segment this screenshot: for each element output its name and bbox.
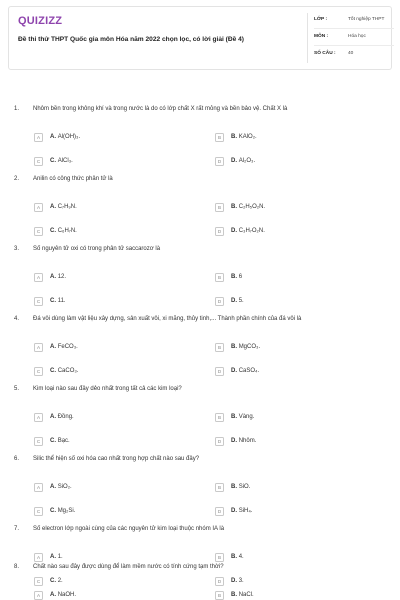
answer-option-c[interactable]	[34, 506, 184, 518]
option-letter: A	[50, 592, 55, 598]
option-letter-box[interactable]: B	[215, 553, 224, 562]
header-divider	[307, 13, 308, 63]
question-text: Số nguyên tử oxi có trong phân tử saccarozơ là	[33, 246, 161, 252]
question-text: Số electron lớp ngoài cùng của các nguyên tử kim loại thuộc nhóm IA là	[33, 526, 225, 532]
option-separator: .	[235, 554, 239, 560]
option-separator: .	[235, 274, 239, 280]
option-letter-box[interactable]: D	[215, 367, 224, 376]
option-text: KAlO₂.	[238, 134, 257, 140]
option-label	[50, 484, 72, 490]
option-separator: .	[54, 298, 58, 304]
option-text: 4.	[238, 554, 244, 560]
answer-option-d[interactable]	[215, 366, 365, 378]
question-text: Nhôm bền trong không khí và trong nước là do có lớp chất X rất mỏng và bền bảo vệ. Chất X là	[33, 106, 288, 112]
option-letter: A	[50, 204, 55, 210]
option-letter: B	[231, 204, 236, 210]
option-label	[231, 204, 265, 210]
answer-option-a[interactable]	[34, 412, 184, 424]
option-label	[231, 228, 265, 234]
option-text: C₃H₇O₂N.	[238, 228, 265, 234]
answer-option-c[interactable]	[34, 366, 184, 378]
option-label	[50, 344, 78, 350]
answer-option-c[interactable]	[34, 296, 184, 308]
option-text: Mg₂Si.	[57, 508, 76, 514]
option-letter: B	[231, 274, 236, 280]
answer-option-b[interactable]	[215, 482, 365, 494]
option-text: NaCl.	[238, 592, 254, 598]
option-separator: .	[235, 158, 239, 164]
option-text: CaSO₄.	[238, 368, 260, 374]
option-label	[50, 414, 74, 420]
meta-row-subject	[314, 32, 394, 44]
question-text: Kim loại nào sau đây dẻo nhất trong tất cả các kim loại?	[33, 386, 182, 392]
option-label	[231, 554, 244, 560]
option-letter: B	[231, 554, 236, 560]
option-label	[231, 592, 254, 598]
option-letter-box[interactable]: A	[34, 483, 43, 492]
option-letter: B	[231, 134, 236, 140]
option-text: NaOH.	[57, 592, 77, 598]
option-separator: .	[235, 204, 239, 210]
option-label	[231, 274, 242, 280]
worksheet-title: Đề thi thử THPT Quốc gia môn Hóa năm 2022 chọn lọc, có lời giải (Đề 4)	[18, 36, 244, 43]
option-letter: C	[50, 228, 55, 234]
question-number: 5.	[14, 386, 20, 392]
answer-option-a[interactable]	[34, 342, 184, 354]
option-label	[50, 368, 78, 374]
option-label	[231, 414, 254, 420]
option-separator: .	[235, 134, 239, 140]
option-text: 6	[238, 274, 243, 280]
option-letter-box[interactable]: D	[215, 507, 224, 516]
option-letter-box[interactable]: B	[215, 413, 224, 422]
option-separator: .	[54, 134, 58, 140]
option-text: 12.	[57, 274, 67, 280]
option-label	[50, 274, 66, 280]
option-label	[231, 344, 260, 350]
option-letter-box[interactable]: A	[34, 553, 43, 562]
option-text: 11.	[57, 298, 66, 304]
option-letter: D	[231, 438, 236, 444]
option-letter: B	[231, 344, 236, 350]
answer-option-a[interactable]	[34, 272, 184, 284]
option-separator: .	[235, 344, 239, 350]
option-separator: .	[54, 484, 58, 490]
option-separator: .	[54, 344, 58, 350]
option-label	[50, 438, 70, 444]
meta-divider	[314, 45, 394, 46]
option-separator: .	[54, 368, 58, 374]
meta-value: 40	[348, 51, 354, 56]
option-label	[50, 134, 80, 140]
meta-divider	[314, 28, 394, 29]
question-text: Chất nào sau đây được dùng để làm mềm nước có tính cứng tạm thời?	[33, 564, 224, 570]
option-separator: .	[235, 508, 239, 514]
option-letter-box[interactable]: C	[34, 157, 43, 166]
answer-option-d[interactable]	[215, 436, 365, 448]
answer-option-c[interactable]	[34, 226, 184, 238]
option-letter: A	[50, 274, 55, 280]
answer-option-c[interactable]	[34, 156, 184, 168]
option-text: Al(OH)₃.	[57, 134, 81, 140]
option-letter: C	[50, 438, 55, 444]
answer-option-b[interactable]	[215, 552, 365, 564]
question-number: 4.	[14, 316, 20, 322]
question-text: Đá vôi dùng làm vật liệu xây dựng, sản xuất vôi, xi măng, thủy tinh,... Thành phần chính của đá vôi là	[33, 316, 302, 322]
option-label	[50, 578, 63, 584]
meta-key: LỚP :	[314, 17, 328, 22]
answer-option-a[interactable]	[34, 590, 184, 600]
option-separator: .	[54, 592, 58, 598]
option-text: C₇H₉N.	[57, 204, 77, 210]
meta-key: MÔN :	[314, 34, 329, 39]
question-text: Silic thể hiện số oxi hóa cao nhất trong hợp chất nào sau đây?	[33, 456, 200, 462]
option-label	[50, 158, 73, 164]
option-letter: D	[231, 298, 236, 304]
answer-option-c[interactable]	[34, 576, 184, 588]
option-label	[50, 298, 66, 304]
option-letter: C	[50, 578, 55, 584]
option-letter: A	[50, 484, 55, 490]
question-number: 7.	[14, 526, 20, 532]
option-letter: D	[231, 228, 236, 234]
option-label	[231, 508, 252, 514]
option-letter: B	[231, 414, 236, 420]
option-separator: .	[235, 592, 239, 598]
option-letter-box[interactable]: B	[215, 591, 224, 600]
option-letter: C	[50, 508, 55, 514]
option-text: 2.	[57, 578, 63, 584]
option-letter-box[interactable]: C	[34, 297, 43, 306]
option-letter-box[interactable]: C	[34, 437, 43, 446]
option-separator: .	[54, 578, 58, 584]
option-letter-box[interactable]: C	[34, 227, 43, 236]
meta-value: Hóa học	[348, 34, 366, 39]
answer-option-d[interactable]	[215, 296, 365, 308]
option-letter: D	[231, 508, 236, 514]
meta-key: SỐ CÂU :	[314, 51, 336, 56]
option-separator: .	[54, 554, 58, 560]
option-text: Al₂O₃.	[238, 158, 256, 164]
answer-option-d[interactable]	[215, 576, 365, 588]
option-text: SiH₄.	[238, 508, 253, 514]
option-separator: .	[54, 228, 58, 234]
option-letter-box[interactable]: D	[215, 577, 224, 586]
option-label	[231, 298, 244, 304]
option-text: AlCl₃.	[57, 158, 73, 164]
option-separator: .	[54, 274, 58, 280]
option-letter-box[interactable]: A	[34, 203, 43, 212]
option-label	[50, 508, 75, 514]
option-letter-box[interactable]: A	[34, 591, 43, 600]
option-letter-box[interactable]: D	[215, 297, 224, 306]
question-number: 3.	[14, 246, 20, 252]
option-letter-box[interactable]: B	[215, 343, 224, 352]
option-label	[231, 134, 257, 140]
option-letter-box[interactable]: B	[215, 133, 224, 142]
option-letter-box[interactable]: B	[215, 273, 224, 282]
option-letter: A	[50, 344, 55, 350]
option-text: Vàng.	[238, 414, 255, 420]
option-separator: .	[235, 228, 239, 234]
answer-option-d[interactable]	[215, 226, 365, 238]
answer-option-b[interactable]	[215, 412, 365, 424]
answer-option-b[interactable]	[215, 132, 365, 144]
answer-option-c[interactable]	[34, 436, 184, 448]
option-text: CaCO₃.	[57, 368, 79, 374]
option-text: 5.	[238, 298, 244, 304]
answer-option-a[interactable]	[34, 482, 184, 494]
option-letter-box[interactable]: C	[34, 577, 43, 586]
option-text: C₆H₇N.	[57, 228, 77, 234]
option-separator: .	[235, 578, 239, 584]
meta-value: Tốt nghiệp THPT	[348, 17, 385, 22]
option-text: 3.	[238, 578, 244, 584]
question-number: 8.	[14, 564, 20, 570]
option-separator: .	[235, 414, 239, 420]
option-text: SiO.	[238, 484, 251, 490]
option-letter-box[interactable]: A	[34, 133, 43, 142]
option-separator: .	[54, 414, 58, 420]
option-label	[231, 158, 255, 164]
option-label	[231, 578, 244, 584]
option-separator: .	[235, 484, 239, 490]
option-text: MgCO₃.	[238, 344, 261, 350]
meta-row-class	[314, 15, 394, 27]
question-text: Anilin có công thức phân tử là	[33, 176, 113, 182]
option-text: Đồng.	[57, 414, 74, 420]
option-text: C₂H₅O₂N.	[238, 204, 266, 210]
option-letter-box[interactable]: B	[215, 483, 224, 492]
worksheet-header	[8, 6, 392, 70]
option-text: 1.	[57, 554, 63, 560]
answer-option-b[interactable]	[215, 590, 365, 600]
meta-row-count	[314, 49, 394, 61]
question-number: 2.	[14, 176, 20, 182]
question-number: 6.	[14, 456, 20, 462]
option-label	[231, 438, 256, 444]
option-letter: C	[50, 298, 55, 304]
option-letter-box[interactable]: D	[215, 227, 224, 236]
option-separator: .	[235, 368, 239, 374]
option-letter: D	[231, 158, 236, 164]
option-label	[231, 484, 250, 490]
option-label	[50, 554, 63, 560]
option-label	[50, 592, 76, 598]
answer-option-d[interactable]	[215, 156, 365, 168]
answer-option-b[interactable]	[215, 272, 365, 284]
answer-option-a[interactable]	[34, 132, 184, 144]
answer-option-b[interactable]	[215, 202, 365, 214]
option-separator: .	[235, 438, 239, 444]
option-letter-box[interactable]: D	[215, 437, 224, 446]
option-letter-box[interactable]: C	[34, 367, 43, 376]
option-label	[231, 368, 259, 374]
option-separator: .	[54, 438, 58, 444]
option-letter: B	[231, 484, 236, 490]
option-label	[50, 204, 77, 210]
option-separator: .	[54, 158, 58, 164]
answer-option-a[interactable]	[34, 202, 184, 214]
answer-option-b[interactable]	[215, 342, 365, 354]
option-text: SiO₂.	[57, 484, 72, 490]
option-letter: D	[231, 368, 236, 374]
option-letter-box[interactable]: B	[215, 203, 224, 212]
option-letter: D	[231, 578, 236, 584]
option-letter: C	[50, 368, 55, 374]
option-text: Nhôm.	[238, 438, 257, 444]
option-text: Bạc.	[57, 438, 70, 444]
option-letter: A	[50, 134, 55, 140]
option-letter-box[interactable]: A	[34, 343, 43, 352]
option-separator: .	[54, 204, 58, 210]
option-letter-box[interactable]: D	[215, 157, 224, 166]
quizizz-logo[interactable]: QUIZIZZ	[18, 15, 63, 27]
option-label	[50, 228, 77, 234]
option-letter-box[interactable]: C	[34, 507, 43, 516]
option-letter: B	[231, 592, 236, 598]
option-separator: .	[235, 298, 239, 304]
option-letter: A	[50, 414, 55, 420]
question-number: 1.	[14, 106, 20, 112]
option-letter-box[interactable]: A	[34, 273, 43, 282]
option-letter: C	[50, 158, 55, 164]
option-text: FeCO₃.	[57, 344, 78, 350]
answer-option-a[interactable]	[34, 552, 184, 564]
option-separator: .	[54, 508, 58, 514]
option-letter-box[interactable]: A	[34, 413, 43, 422]
option-letter: A	[50, 554, 55, 560]
answer-option-d[interactable]	[215, 506, 365, 518]
